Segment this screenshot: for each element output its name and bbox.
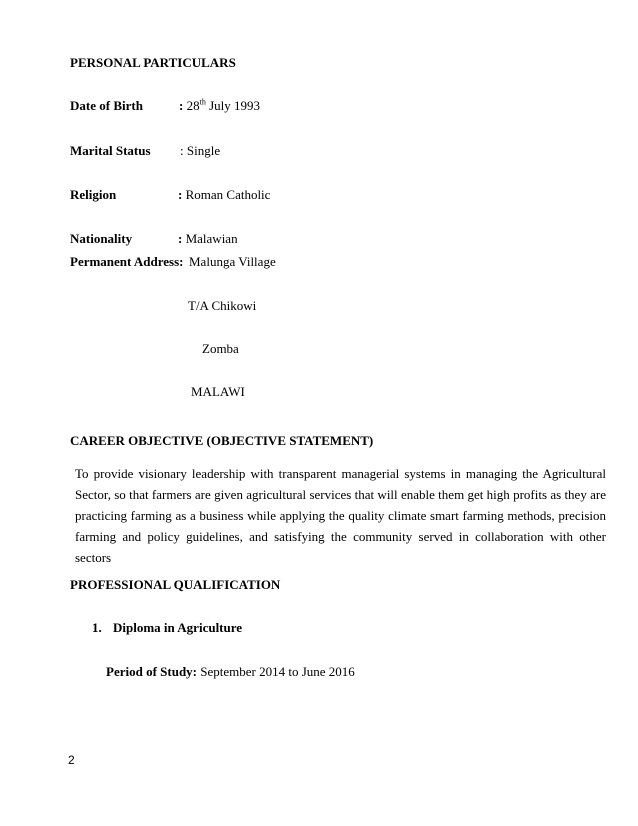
marital-status-label: Marital Status xyxy=(70,143,151,158)
career-objective-heading: CAREER OBJECTIVE (OBJECTIVE STATEMENT) xyxy=(70,433,374,448)
professional-qualification-heading: PROFESSIONAL QUALIFICATION xyxy=(70,577,281,592)
period-value: September 2014 to June 2016 xyxy=(200,664,355,679)
qualification-item-title: Diploma in Agriculture xyxy=(113,620,243,635)
dob-day: 28 xyxy=(186,98,200,113)
nationality-label: Nationality xyxy=(70,231,133,246)
address-line: Zomba xyxy=(202,341,239,356)
page-number: 2 xyxy=(68,753,75,767)
career-objective-statement: To provide visionary leadership with transparent managerial systems in managing the Agricultural Sector, so that farmers are given agricultural services that will enable them get high profits as they are practicing farming as a business while applying the quality climate smart farming methods, precision farming and policy guidelines, and satisfying the community served in collaboration with other sectors xyxy=(75,466,606,565)
religion-text: Roman Catholic xyxy=(185,187,271,202)
permanent-address-label: Permanent Address: xyxy=(70,254,184,269)
dob-suffix: th xyxy=(199,97,206,107)
nationality-text: Malawian xyxy=(185,231,238,246)
religion-label: Religion xyxy=(70,187,117,202)
dob-label: Date of Birth xyxy=(70,98,143,113)
period-label: Period of Study: xyxy=(106,664,197,679)
qualification-item-number: 1. xyxy=(92,620,102,635)
dob-colon: : xyxy=(179,98,184,113)
dob-value xyxy=(179,98,260,114)
marital-status-value: : Single xyxy=(180,143,221,158)
address-line: T/A Chikowi xyxy=(188,298,257,313)
religion-colon: : xyxy=(178,187,183,202)
period-of-study xyxy=(106,664,355,680)
address-line: MALAWI xyxy=(191,384,245,399)
nationality-value xyxy=(178,231,238,247)
address-line: Malunga Village xyxy=(189,254,276,269)
religion-value xyxy=(178,187,270,203)
personal-particulars-heading: PERSONAL PARTICULARS xyxy=(70,55,236,70)
dob-rest: July 1993 xyxy=(209,98,260,113)
nationality-colon: : xyxy=(178,231,183,246)
